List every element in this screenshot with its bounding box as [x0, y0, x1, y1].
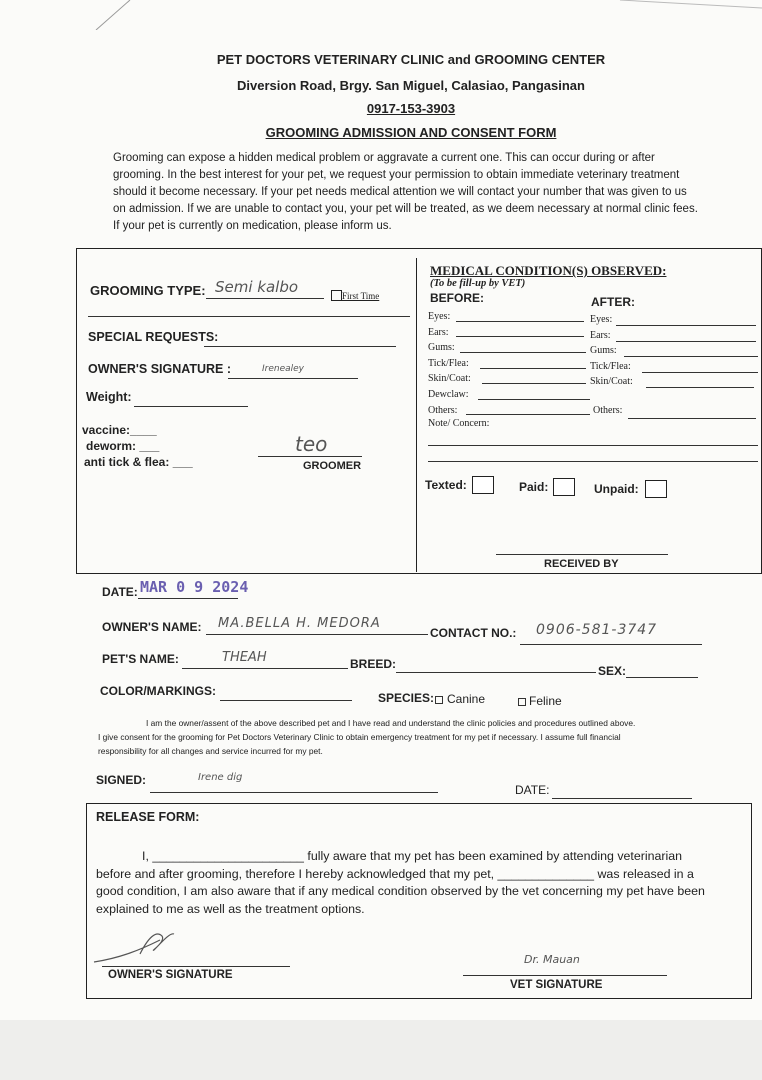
- sex-field[interactable]: [626, 677, 698, 678]
- release-paragraph: [96, 848, 744, 918]
- scan-edge: [0, 0, 762, 30]
- consent-line: I give consent for the grooming for Pet Doctors Veterinary Clinic to obtain emergency treatment for my pet if necessary. I assume full financial: [98, 732, 621, 742]
- texted-label: Texted:: [425, 478, 467, 492]
- unpaid-label: Unpaid:: [594, 482, 639, 496]
- clinic-address: Diversion Road, Brgy. San Miguel, Calasiao, Pangasinan: [237, 78, 585, 93]
- note-line[interactable]: [428, 445, 758, 446]
- weight-label: Weight:: [86, 390, 132, 404]
- feline-checkbox[interactable]: [518, 698, 526, 706]
- after-ears: Ears:: [590, 329, 611, 341]
- after-skin-coat: Skin/Coat:: [590, 376, 633, 388]
- section-divider: [416, 258, 417, 572]
- date-stamp: MAR 0 9 2024: [140, 578, 249, 596]
- signed-date-field[interactable]: [552, 798, 692, 799]
- scan-margin: [0, 1020, 762, 1080]
- contact-value[interactable]: 0906-581-3747: [536, 622, 658, 638]
- vet-signature-value[interactable]: Dr. Mauan: [524, 953, 580, 966]
- canine-label: Canine: [447, 692, 486, 706]
- intro-line: grooming. In the best interest for your pet, we request your permission to obtain immediate veterinary treatment: [113, 169, 680, 181]
- weight-field[interactable]: [134, 406, 248, 407]
- form-title: GROOMING ADMISSION AND CONSENT FORM: [265, 125, 557, 140]
- vaccine-label: vaccine:____: [82, 423, 157, 437]
- before-skin-coat: Skin/Coat:: [428, 373, 471, 385]
- consent-paragraph: [98, 716, 718, 758]
- species-label: SPECIES:: [378, 691, 435, 705]
- texted-checkbox[interactable]: [472, 476, 494, 494]
- before-dewclaw: Dewclaw:: [428, 388, 469, 400]
- anti-tick-label: anti tick & flea: ___: [84, 455, 193, 469]
- intro-line: on admission. If we are unable to contact you, your pet will be treated, as we deem necessary at normal clinic fees.: [113, 203, 698, 215]
- pet-name-value[interactable]: THEAH: [222, 650, 267, 665]
- before-tick-flea: Tick/Flea:: [428, 357, 469, 369]
- intro-line: If your pet is currently on medication, please inform us.: [113, 220, 392, 232]
- before-others: Others:: [428, 404, 458, 416]
- before-eyes: Eyes:: [428, 311, 451, 322]
- clinic-phone: 0917-153-3903: [366, 101, 456, 116]
- release-line: before and after grooming, therefore I hereby acknowledged that my pet, ______________ was released in a: [96, 866, 694, 881]
- special-requests-field[interactable]: [204, 346, 396, 347]
- release-owner-signature-label: OWNER'S SIGNATURE: [108, 969, 233, 981]
- grooming-type-label: GROOMING TYPE:: [90, 283, 206, 298]
- signed-date-label: DATE:: [515, 783, 550, 797]
- unpaid-checkbox[interactable]: [645, 480, 667, 498]
- after-label: AFTER:: [591, 295, 635, 309]
- intro-paragraph: [113, 150, 723, 235]
- canine-checkbox[interactable]: [435, 696, 443, 704]
- deworm-label: deworm: ___: [86, 439, 160, 453]
- release-title: RELEASE FORM:: [96, 810, 200, 824]
- breed-field[interactable]: [396, 672, 596, 673]
- consent-line: I am the owner/assent of the above described pet and I have read and understand the clinic policies and procedures outlined above.: [146, 718, 636, 728]
- first-time-checkbox[interactable]: [331, 290, 342, 301]
- first-time-label: First Time: [342, 291, 380, 301]
- owner-signature-value[interactable]: Irenealey: [262, 364, 305, 374]
- clinic-name: PET DOCTORS VETERINARY CLINIC and GROOMING CENTER: [216, 52, 606, 67]
- note-label: Note/ Concern:: [428, 418, 490, 429]
- color-label: COLOR/MARKINGS:: [100, 684, 216, 698]
- date-label: DATE:: [102, 585, 138, 599]
- color-field[interactable]: [220, 700, 352, 701]
- release-line: good condition, I am also aware that if any medical condition observed by the vet concerning my pet have been: [96, 884, 705, 898]
- special-requests-label: SPECIAL REQUESTS:: [88, 330, 219, 344]
- grooming-type-value[interactable]: Semi kalbo: [215, 278, 299, 296]
- groomer-label: GROOMER: [303, 460, 362, 472]
- pet-name-label: PET'S NAME:: [102, 652, 179, 666]
- contact-label: CONTACT NO.:: [430, 626, 517, 640]
- owner-signature-scribble: [90, 920, 190, 970]
- owner-signature-label: OWNER'S SIGNATURE :: [88, 362, 232, 376]
- medical-subtitle: (To be fill-up by VET): [430, 278, 526, 289]
- medical-title: MEDICAL CONDITION(S) OBSERVED:: [430, 263, 667, 278]
- paid-checkbox[interactable]: [553, 478, 575, 496]
- after-gums: Gums:: [590, 345, 617, 357]
- breed-label: BREED:: [350, 657, 397, 671]
- received-by-label: RECEIVED BY: [544, 558, 619, 570]
- before-ears: Ears:: [428, 326, 449, 338]
- feline-label: Feline: [529, 694, 562, 708]
- after-others: Others:: [593, 405, 623, 416]
- sex-label: SEX:: [598, 664, 627, 678]
- vet-signature-label: VET SIGNATURE: [510, 979, 603, 991]
- after-tick-flea: Tick/Flea:: [590, 360, 631, 372]
- after-eyes: Eyes:: [590, 314, 613, 325]
- intro-line: should it become necessary. If your pet needs medical attention we will contact your number that was given to us: [113, 186, 687, 198]
- before-label: BEFORE:: [430, 291, 484, 305]
- owner-name-label: OWNER'S NAME:: [102, 620, 202, 634]
- before-fields: [428, 309, 471, 418]
- release-line: explained to me as well as the treatment options.: [96, 901, 365, 916]
- release-line: I, ______________________ fully aware that my pet has been examined by attending veterinarian: [142, 849, 683, 863]
- paid-label: Paid:: [519, 480, 549, 494]
- before-gums: Gums:: [428, 342, 455, 354]
- received-by-line[interactable]: [496, 554, 668, 555]
- groomer-signature[interactable]: teo: [295, 432, 328, 456]
- note-line[interactable]: [428, 461, 758, 462]
- after-fields: [590, 312, 633, 390]
- owner-name-value[interactable]: MA.BELLA H. MEDORA: [218, 616, 381, 631]
- signed-label: SIGNED:: [96, 773, 147, 787]
- signed-value[interactable]: Irene dig: [198, 772, 243, 783]
- intro-line: Grooming can expose a hidden medical problem or aggravate a current one. This can occur during or after: [113, 152, 655, 164]
- consent-line: responsibility for all changes and service incurred for my pet.: [98, 746, 323, 756]
